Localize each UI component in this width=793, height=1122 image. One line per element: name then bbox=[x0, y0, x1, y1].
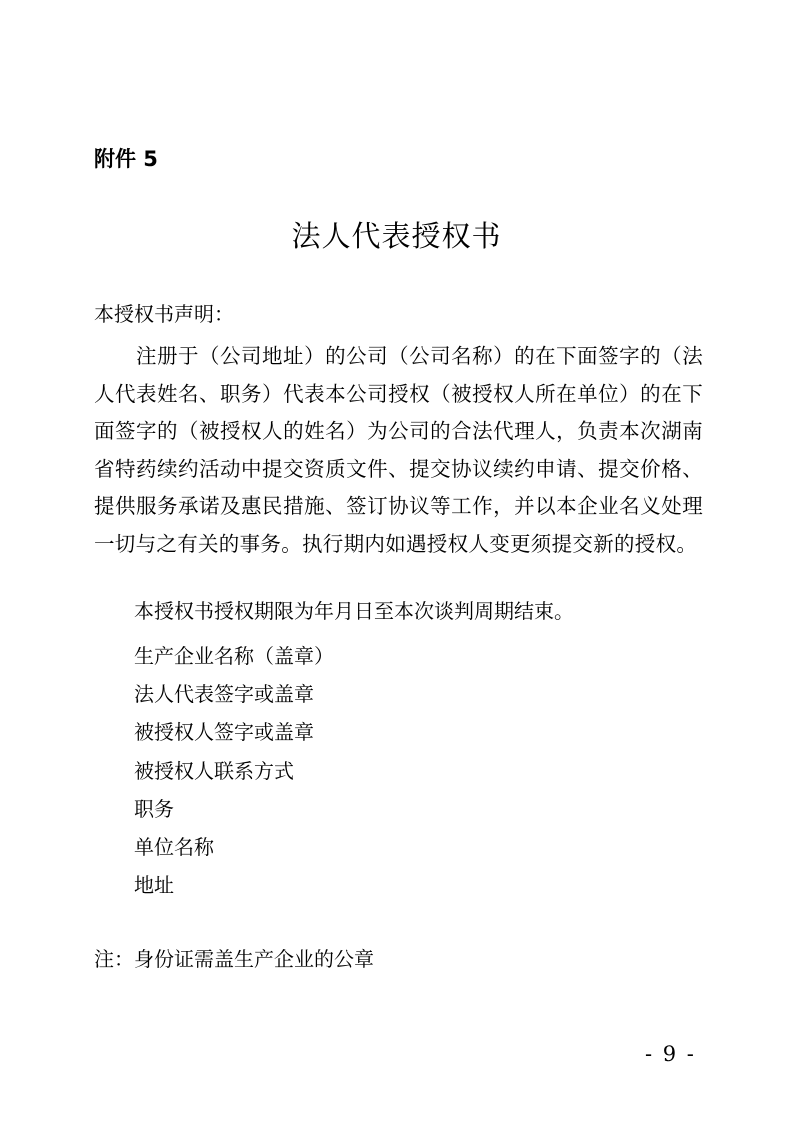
authorization-term: 本授权书授权期限为年月日至本次谈判周期结束。 bbox=[134, 599, 574, 623]
field-address: 地址 bbox=[134, 873, 174, 898]
attachment-label: 附件 5 bbox=[94, 147, 158, 171]
document-title: 法人代表授权书 bbox=[291, 219, 502, 253]
page-number: - 9 - bbox=[645, 1042, 696, 1066]
field-legal-rep-signature: 法人代表签字或盖章 bbox=[134, 682, 314, 707]
signature-fields bbox=[134, 642, 334, 909]
field-position: 职务 bbox=[134, 796, 174, 821]
field-company-seal: 生产企业名称（盖章） bbox=[134, 644, 334, 668]
field-unit-name: 单位名称 bbox=[134, 834, 214, 859]
footnote: 注：身份证需盖生产企业的公章 bbox=[94, 947, 374, 971]
field-authorized-contact: 被授权人联系方式 bbox=[134, 758, 294, 783]
field-authorized-signature: 被授权人签字或盖章 bbox=[134, 720, 314, 745]
intro-statement: 本授权书声明： bbox=[94, 302, 234, 326]
authorization-paragraph: 注册于（公司地址）的公司（公司名称）的在下面签字的（法人代表姓名、职务）代表本公司授权（被授权人所在单位）的在下面签字的（被授权人的姓名）为公司的合法代理人，负责本次湖南省特药续约活动中提交资质文件、提交协议续约申请、提交价格、提供服务承诺及惠民措施、签订协议等工作，并以本企业名义处理一切与之有关的事务。执行期内如遇授权人变更须提交新的授权。 bbox=[94, 344, 703, 556]
